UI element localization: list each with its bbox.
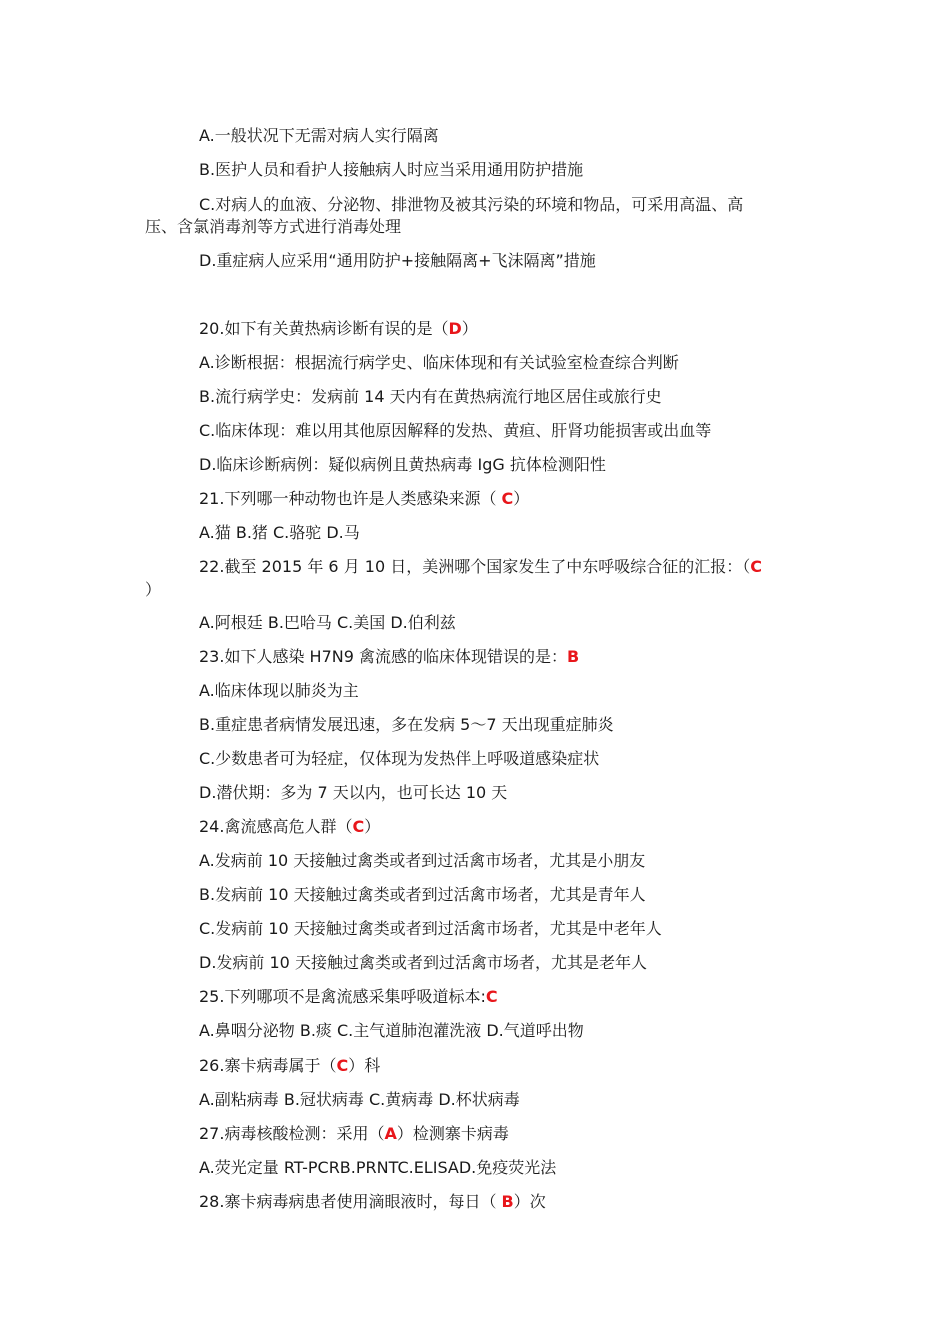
question-stem-end: ）: [364, 817, 381, 836]
q27-question: [199, 1124, 509, 1144]
q24-option-a: A.发病前 10 天接触过禽类或者到过活禽市场者，尤其是小朋友: [199, 851, 646, 870]
question-stem-end: ）检测寨卡病毒: [396, 1124, 509, 1143]
answer-mark: B: [501, 1192, 514, 1211]
question-stem-end: ）: [461, 319, 478, 338]
q19-option-b: B.医护人员和看护人接触病人时应当采用通用防护措施: [199, 160, 584, 179]
question-stem-end: ）科: [348, 1056, 381, 1075]
question-stem-end: ）: [513, 489, 530, 508]
answer-mark: A: [384, 1124, 397, 1143]
q24-option-d: D.发病前 10 天接触过禽类或者到过活禽市场者，尤其是老年人: [199, 953, 647, 972]
q25-question: [199, 987, 498, 1007]
question-stem: 24.禽流感高危人群（: [199, 817, 353, 836]
answer-mark: C: [352, 817, 365, 836]
question-stem: 21.下列哪一种动物也许是人类感染来源（: [199, 489, 502, 508]
q22-question: [199, 557, 762, 577]
answer-mark: C: [485, 987, 498, 1006]
answer-mark: D: [448, 319, 462, 338]
q23-question: [199, 647, 579, 667]
q19-option-c-line2: 压、含氯消毒剂等方式进行消毒处理: [145, 217, 402, 236]
q20-option-b: B.流行病学史：发病前 14 天内有在黄热病流行地区居住或旅行史: [199, 387, 662, 406]
q23-option-a: A.临床体现以肺炎为主: [199, 681, 359, 700]
q25-options: A.鼻咽分泌物 B.痰 C.主气道肺泡灌洗液 D.气道呼出物: [199, 1021, 584, 1040]
q20-option-c: C.临床体现：难以用其他原因解释的发热、黄疸、肝肾功能损害或出血等: [199, 421, 712, 440]
question-stem: 23.如下人感染 H7N9 禽流感的临床体现错误的是：: [199, 647, 567, 666]
q20-option-d: D.临床诊断病例：疑似病例且黄热病毒 IgG 抗体检测阳性: [199, 455, 606, 474]
q23-option-c: C.少数患者可为轻症，仅体现为发热伴上呼吸道感染症状: [199, 749, 600, 768]
q24-question: [199, 817, 380, 837]
question-stem-end: ）次: [513, 1192, 546, 1211]
question-stem: 26.寨卡病毒属于（: [199, 1056, 337, 1075]
q22-options: A.阿根廷 B.巴哈马 C.美国 D.伯利兹: [199, 613, 456, 632]
answer-mark: C: [336, 1056, 349, 1075]
question-stem: 25.下列哪项不是禽流感采集呼吸道标本:: [199, 987, 486, 1006]
answer-mark: C: [501, 489, 514, 508]
q28-question: [199, 1192, 546, 1212]
question-stem: 22.截至 2015 年 6 月 10 日，美洲哪个国家发生了中东呼吸综合征的汇报：（: [199, 557, 751, 576]
answer-mark: C: [750, 557, 762, 576]
q20-option-a: A.诊断根据：根据流行病学史、临床体现和有关试验室检查综合判断: [199, 353, 679, 372]
q20-question: [199, 319, 478, 339]
question-stem: 28.寨卡病毒病患者使用滴眼液时，每日（: [199, 1192, 502, 1211]
answer-mark: B: [566, 647, 580, 666]
q19-option-c-line1: C.对病人的血液、分泌物、排泄物及被其污染的环境和物品，可采用高温、高: [199, 195, 744, 214]
q23-option-d: D.潜伏期：多为 7 天以内，也可长达 10 天: [199, 783, 508, 802]
q21-options: A.猫 B.猪 C.骆驼 D.马: [199, 523, 360, 542]
q19-option-a: A.一般状况下无需对病人实行隔离: [199, 126, 439, 145]
q24-option-c: C.发病前 10 天接触过禽类或者到过活禽市场者，尤其是中老年人: [199, 919, 662, 938]
q23-option-b: B.重症患者病情发展迅速，多在发病 5～7 天出现重症肺炎: [199, 715, 614, 734]
q27-options: A.荧光定量 RT-PCRB.PRNTC.ELISAD.免疫荧光法: [199, 1158, 557, 1177]
q24-option-b: B.发病前 10 天接触过禽类或者到过活禽市场者，尤其是青年人: [199, 885, 646, 904]
q26-question: [199, 1056, 380, 1076]
q21-question: [199, 489, 529, 509]
q26-options: A.副粘病毒 B.冠状病毒 C.黄病毒 D.杯状病毒: [199, 1090, 520, 1109]
question-stem: 20.如下有关黄热病诊断有误的是（: [199, 319, 449, 338]
question-stem: 27.病毒核酸检测：采用（: [199, 1124, 385, 1143]
q19-option-d: D.重症病人应采用“通用防护+接触隔离+飞沫隔离”措施: [199, 251, 596, 270]
q22-question-end: ）: [145, 580, 162, 599]
